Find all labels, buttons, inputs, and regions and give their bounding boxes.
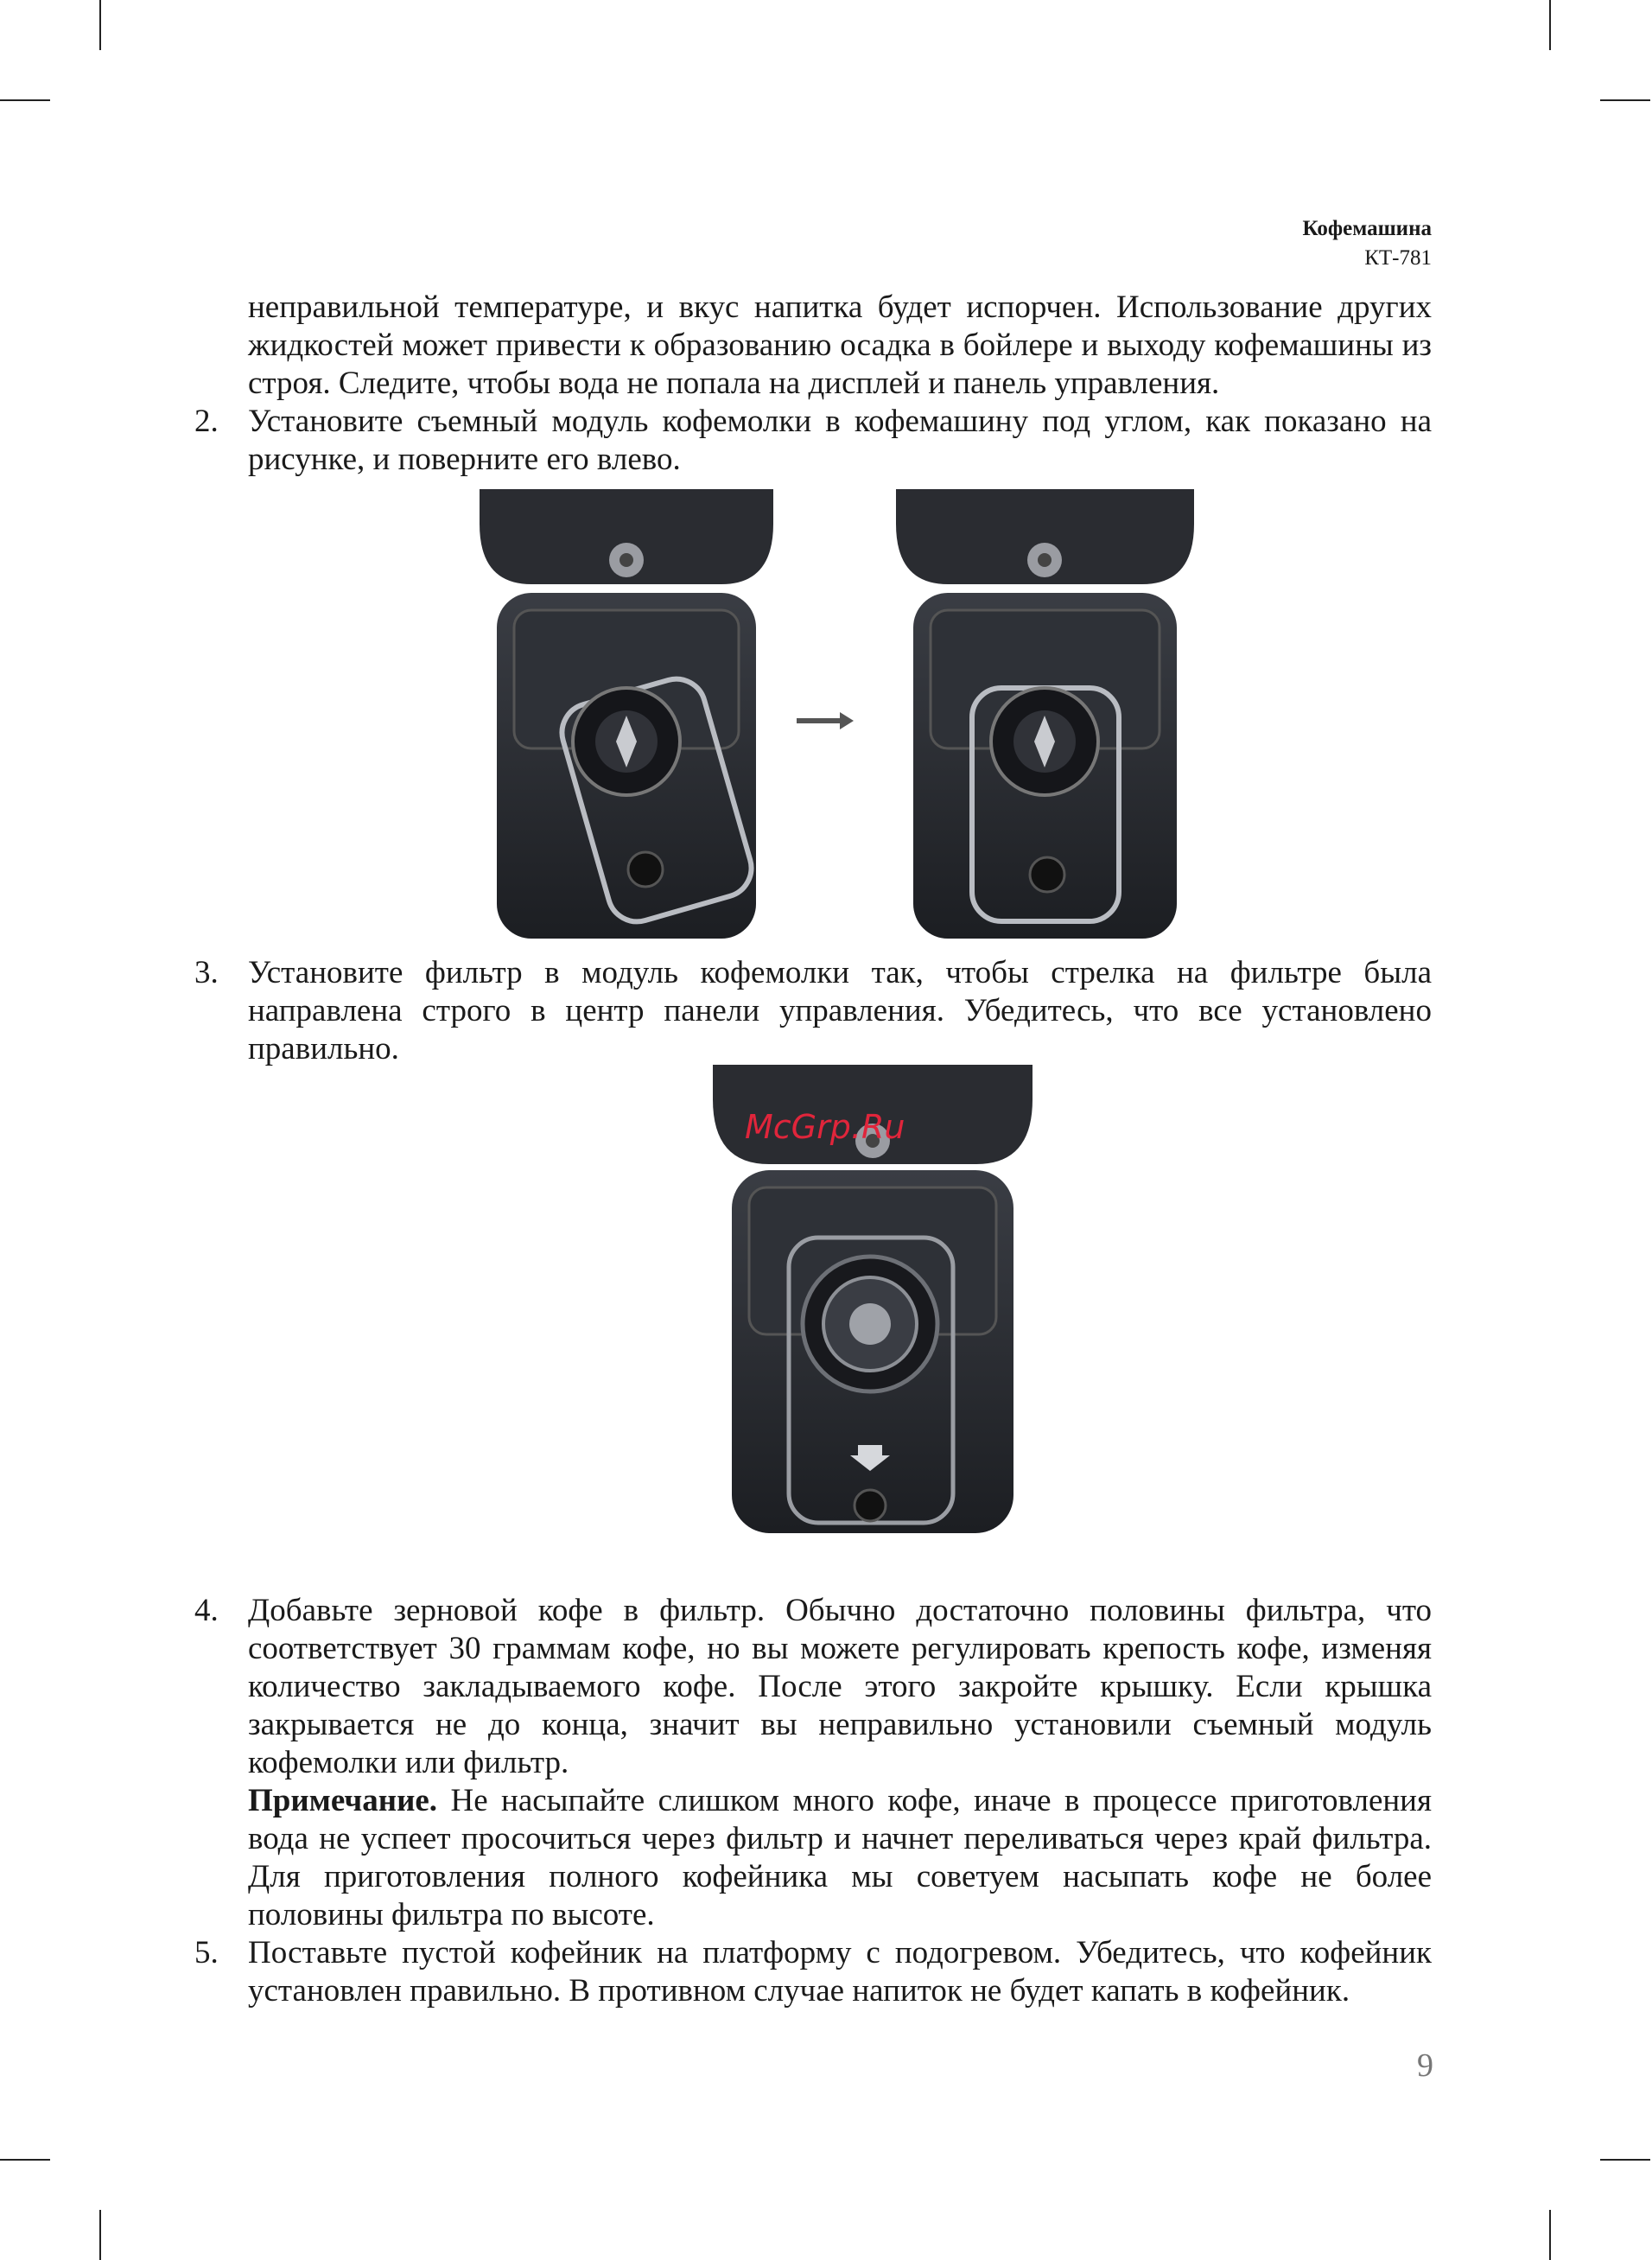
crop-mark <box>1549 0 1551 50</box>
running-header <box>1302 214 1432 273</box>
step-number: 5. <box>194 1935 219 1970</box>
crop-mark <box>0 99 50 101</box>
note-paragraph <box>248 1782 1432 1934</box>
grinder-install-figure <box>480 489 1198 940</box>
header-model: КТ-781 <box>1364 246 1432 270</box>
step-number: 2. <box>194 404 219 439</box>
step-text: Добавьте зерновой кофе в фильтр. Обычно достаточно половины фильтра, что соответствует 30 граммам кофе, но вы можете регулировать крепость кофе, изменяя количество закладываемого кофе. После этого закройте крышку. Если крышка закрывается не до конца, значит вы неправильно установили съемный модуль кофемолки или фильтр. <box>248 1593 1432 1780</box>
crop-mark <box>99 2210 101 2260</box>
arrow-icon <box>797 712 854 729</box>
step-item <box>194 1934 1432 2010</box>
step-item <box>194 403 1432 479</box>
watermark: McGrp.Ru <box>745 1108 905 1146</box>
grinder-photo-before <box>480 489 773 939</box>
continuation-paragraph: неправильной температуре, и вкус напитка будет испорчен. Использование других жидкостей может привести к образованию осадка в бойлере и выходу кофемашины из строя. Следите, чтобы вода не попала на дисплей и панель управления. <box>248 290 1432 401</box>
step-text: Поставьте пустой кофейник на платформу с подогревом. Убедитесь, что кофейник установлен правильно. В противном случае напиток не будет капать в кофейник. <box>248 1935 1432 2009</box>
crop-mark <box>1600 2159 1650 2161</box>
crop-mark <box>1600 99 1650 101</box>
step-number: 3. <box>194 955 219 990</box>
header-title: Кофемашина <box>1302 217 1432 240</box>
crop-mark <box>0 2159 50 2161</box>
note-label: Примечание. <box>248 1783 438 1818</box>
step-number: 4. <box>194 1593 219 1628</box>
step-text: Установите фильтр в модуль кофемолки так, чтобы стрелка на фильтре была направлена строго в центр панели управления. Убедитесь, что все установлено правильно. <box>248 955 1432 1066</box>
page-number: 9 <box>1417 2047 1433 2084</box>
step-text: Установите съемный модуль кофемолки в кофемашину под углом, как показано на рисунке, и поверните его влево. <box>248 404 1432 477</box>
step-item <box>194 954 1432 1068</box>
grinder-photo-after <box>896 489 1194 939</box>
crop-mark <box>1549 2210 1551 2260</box>
step-item <box>194 1592 1432 1934</box>
note-text: Не насыпайте слишком много кофе, иначе в процессе приготовления вода не успеет просочиться через фильтр и начнет переливаться через край фильтра. Для приготовления полного кофейника мы советуем насыпать кофе не более половины фильтра по высоте. <box>248 1783 1432 1932</box>
crop-mark <box>99 0 101 50</box>
